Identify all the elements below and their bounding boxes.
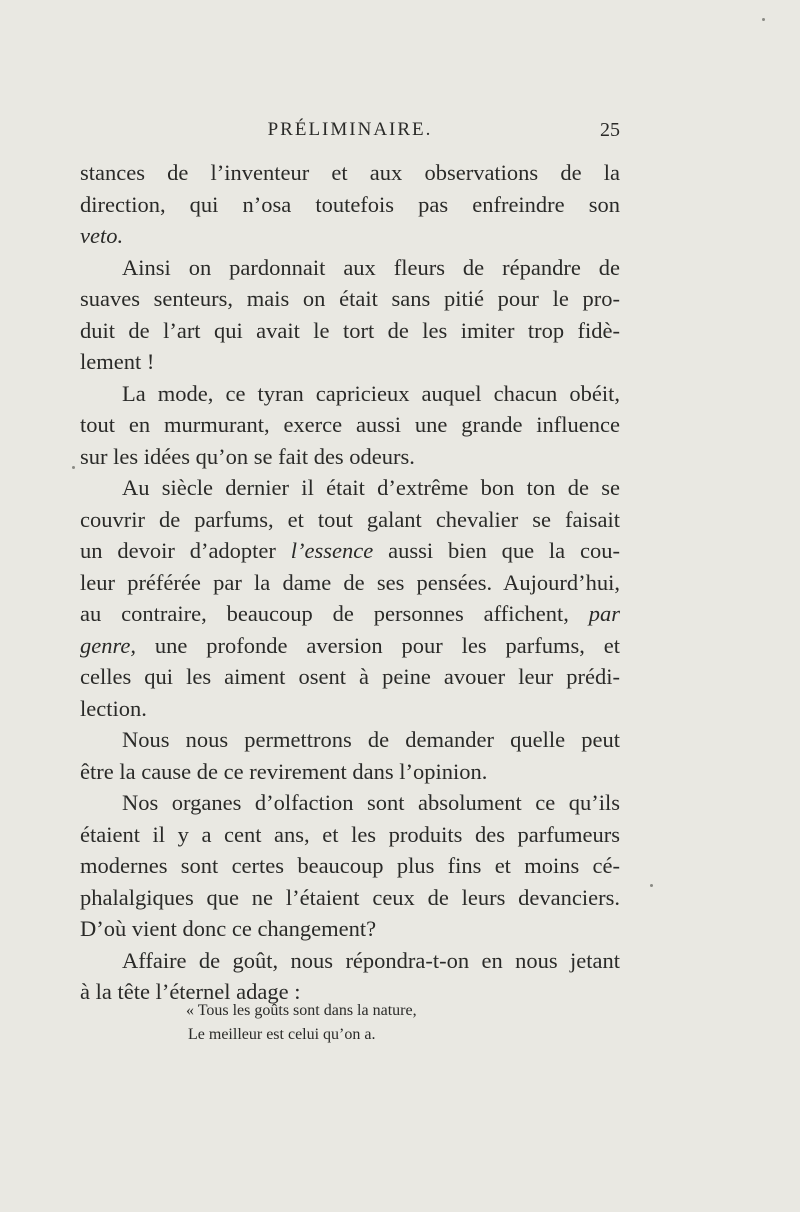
italic-word: l’essence: [290, 538, 374, 563]
text-line: La mode, ce tyran capricieux auquel chacun obéit,: [122, 380, 620, 406]
text-line: étaient il y a cent ans, et les produits des parfumeurs: [80, 821, 620, 847]
text-line: couvrir de parfums, et tout galant chevalier se faisait: [80, 506, 620, 532]
verse-line: Le meilleur est celui qu’on a.: [188, 1026, 376, 1043]
paper-speck: [72, 466, 75, 469]
verse-line: « Tous les goûts sont dans la nature,: [186, 1002, 417, 1019]
text-line: sur les idées qu’on se fait des odeurs.: [80, 443, 415, 469]
italic-word: genre,: [80, 632, 137, 658]
text-line: [80, 598, 620, 630]
italic-word: veto.: [80, 223, 124, 248]
text-line: lection.: [80, 695, 147, 721]
text-line: être la cause de ce revirement dans l’opinion.: [80, 758, 488, 784]
text-line: D’où vient donc ce changement?: [80, 916, 377, 941]
text-line: Nos organes d’olfaction sont absolument ce qu’ils: [122, 790, 620, 815]
text-line: à la tête l’éternel adage :: [80, 979, 301, 1004]
text-line: [80, 220, 620, 252]
italic-word: par: [588, 601, 620, 626]
text-line: stances de l’inventeur et aux observations de la: [80, 160, 620, 185]
page-number: 25: [600, 119, 620, 141]
text-segment: un devoir d’adopter: [80, 538, 276, 563]
text-line: [80, 630, 620, 662]
text-segment: une profonde aversion pour les parfums, et: [154, 632, 620, 658]
text-segment: aussi bien que la cou-: [388, 538, 621, 563]
body-text: [80, 157, 620, 1008]
text-line: phalalgiques que ne l’étaient ceux de leurs devanciers.: [80, 884, 620, 910]
verse-quote: [186, 999, 417, 1047]
text-line: lement !: [80, 349, 155, 374]
text-line: duit de l’art qui avait le tort de les imiter trop fidè-: [80, 317, 620, 343]
text-line: celles qui les aiment osent à peine avouer leur prédi-: [80, 664, 620, 689]
text-line: Affaire de goût, nous répondra-t-on en nous jetant: [122, 947, 620, 973]
paper-speck: [762, 18, 765, 21]
text-line: tout en murmurant, exerce aussi une grande influence: [80, 412, 620, 437]
text-line: modernes sont certes beaucoup plus fins et moins cé-: [80, 853, 620, 878]
text-line: Ainsi on pardonnait aux fleurs de répandre de: [122, 254, 620, 280]
paper-speck: [650, 884, 653, 887]
text-line: suaves senteurs, mais on était sans pitié pour le pro-: [80, 286, 620, 311]
text-line: Au siècle dernier il était d’extrême bon ton de se: [122, 475, 620, 500]
text-line: direction, qui n’osa toutefois pas enfreindre son: [80, 191, 620, 217]
running-title: PRÉLIMINAIRE.: [267, 119, 433, 140]
text-line: leur préférée par la dame de ses pensées. Aujourd’hui,: [80, 569, 620, 595]
text-line: Nous nous permettrons de demander quelle peut: [122, 727, 620, 752]
text-segment: au contraire, beaucoup de personnes affichent,: [80, 601, 569, 626]
running-header: [80, 119, 620, 145]
text-line: [80, 535, 620, 567]
